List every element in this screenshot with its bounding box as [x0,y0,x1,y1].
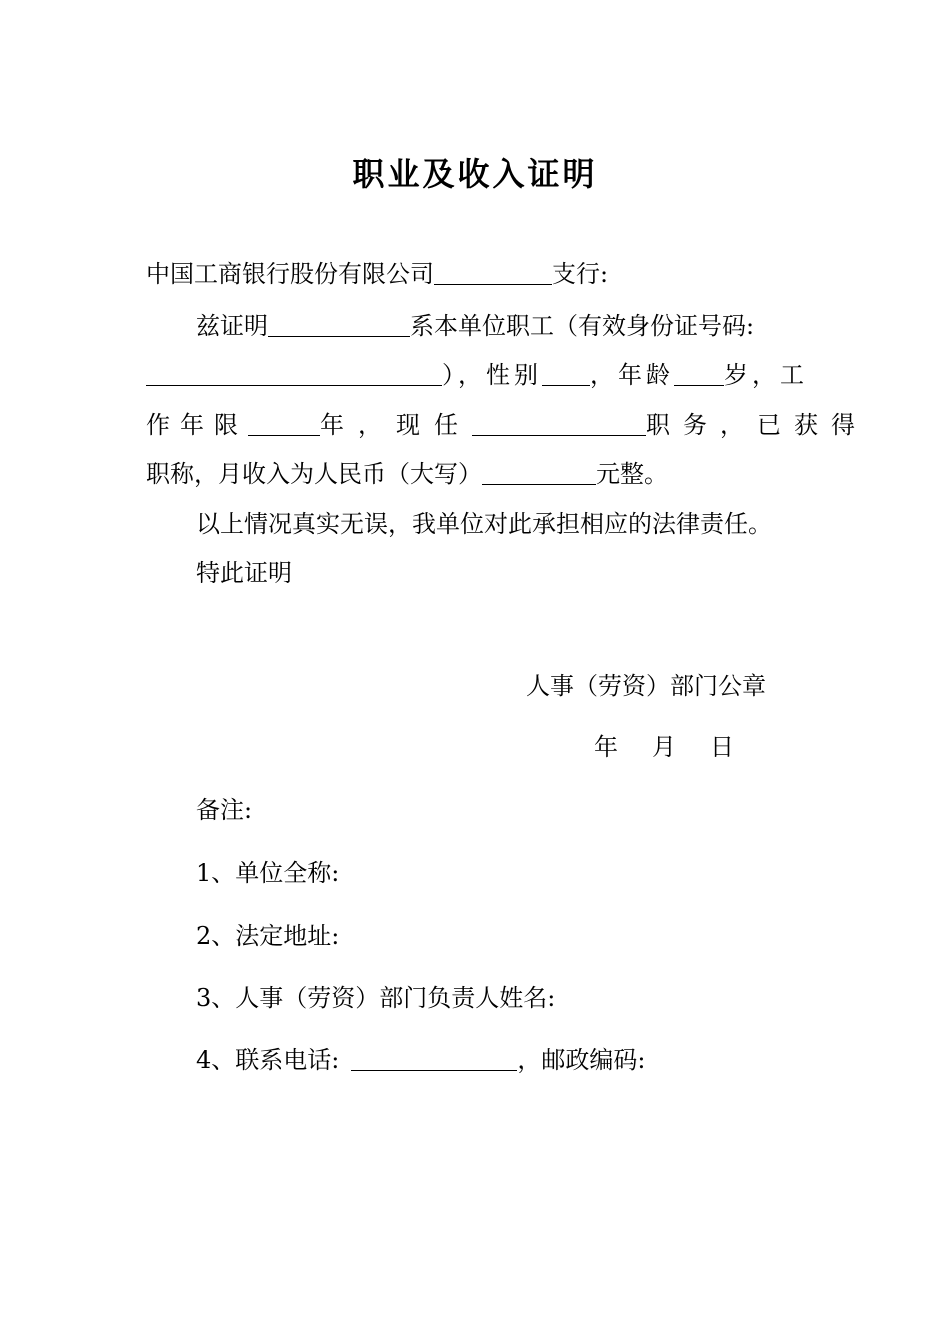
work-years-text: 作年限 [146,411,248,439]
work-years-blank[interactable] [248,413,320,436]
phone-label: 4、联系电话: [196,1046,340,1074]
yuan-text: 元整。 [596,460,668,488]
postal-code-label: ，邮政编码: [517,1046,646,1074]
date-line [594,731,734,763]
date-year: 年 [594,733,618,761]
body-line-2 [146,359,808,391]
income-blank[interactable] [482,462,596,485]
date-day: 日 [710,733,734,761]
duty-text: 职务，已获得 [646,411,868,439]
statement: 以上情况真实无误，我单位对此承担相应的法律责任。 [196,510,772,538]
certify-text: 兹证明 [196,312,268,340]
addressee-line [146,258,608,290]
gender-text: ），性别 [442,361,542,389]
age-text: ，年龄 [590,361,674,389]
years-text: 岁，工 [724,361,808,389]
branch-suffix: 支行: [552,260,609,288]
position-blank[interactable] [472,413,646,436]
id-number-blank[interactable] [146,363,442,386]
document-title: 职业及收入证明 [352,155,598,193]
branch-blank[interactable] [434,262,552,285]
employee-text: 系本单位职工（有效身份证号码: [410,312,755,340]
bank-name: 中国工商银行股份有限公司 [146,260,434,288]
body-line-1 [196,310,754,342]
income-text: 职称，月收入为人民币（大写） [146,460,482,488]
date-month: 月 [652,733,676,761]
position-text: 年，现任 [320,411,472,439]
seal-label: 人事（劳资）部门公章 [526,672,766,700]
body-line-3 [146,409,868,441]
note-item-1: 1、单位全称: [196,859,340,887]
note-item-2: 2、法定地址: [196,922,340,950]
note-item-3: 3、人事（劳资）部门负责人姓名: [196,984,556,1012]
age-blank[interactable] [674,363,724,386]
gender-blank[interactable] [542,363,590,386]
note-item-4 [196,1044,645,1076]
phone-blank[interactable] [351,1048,517,1071]
body-line-4 [146,458,668,490]
notes-heading: 备注: [196,796,253,824]
employee-name-blank[interactable] [268,314,410,337]
closing: 特此证明 [196,559,292,587]
